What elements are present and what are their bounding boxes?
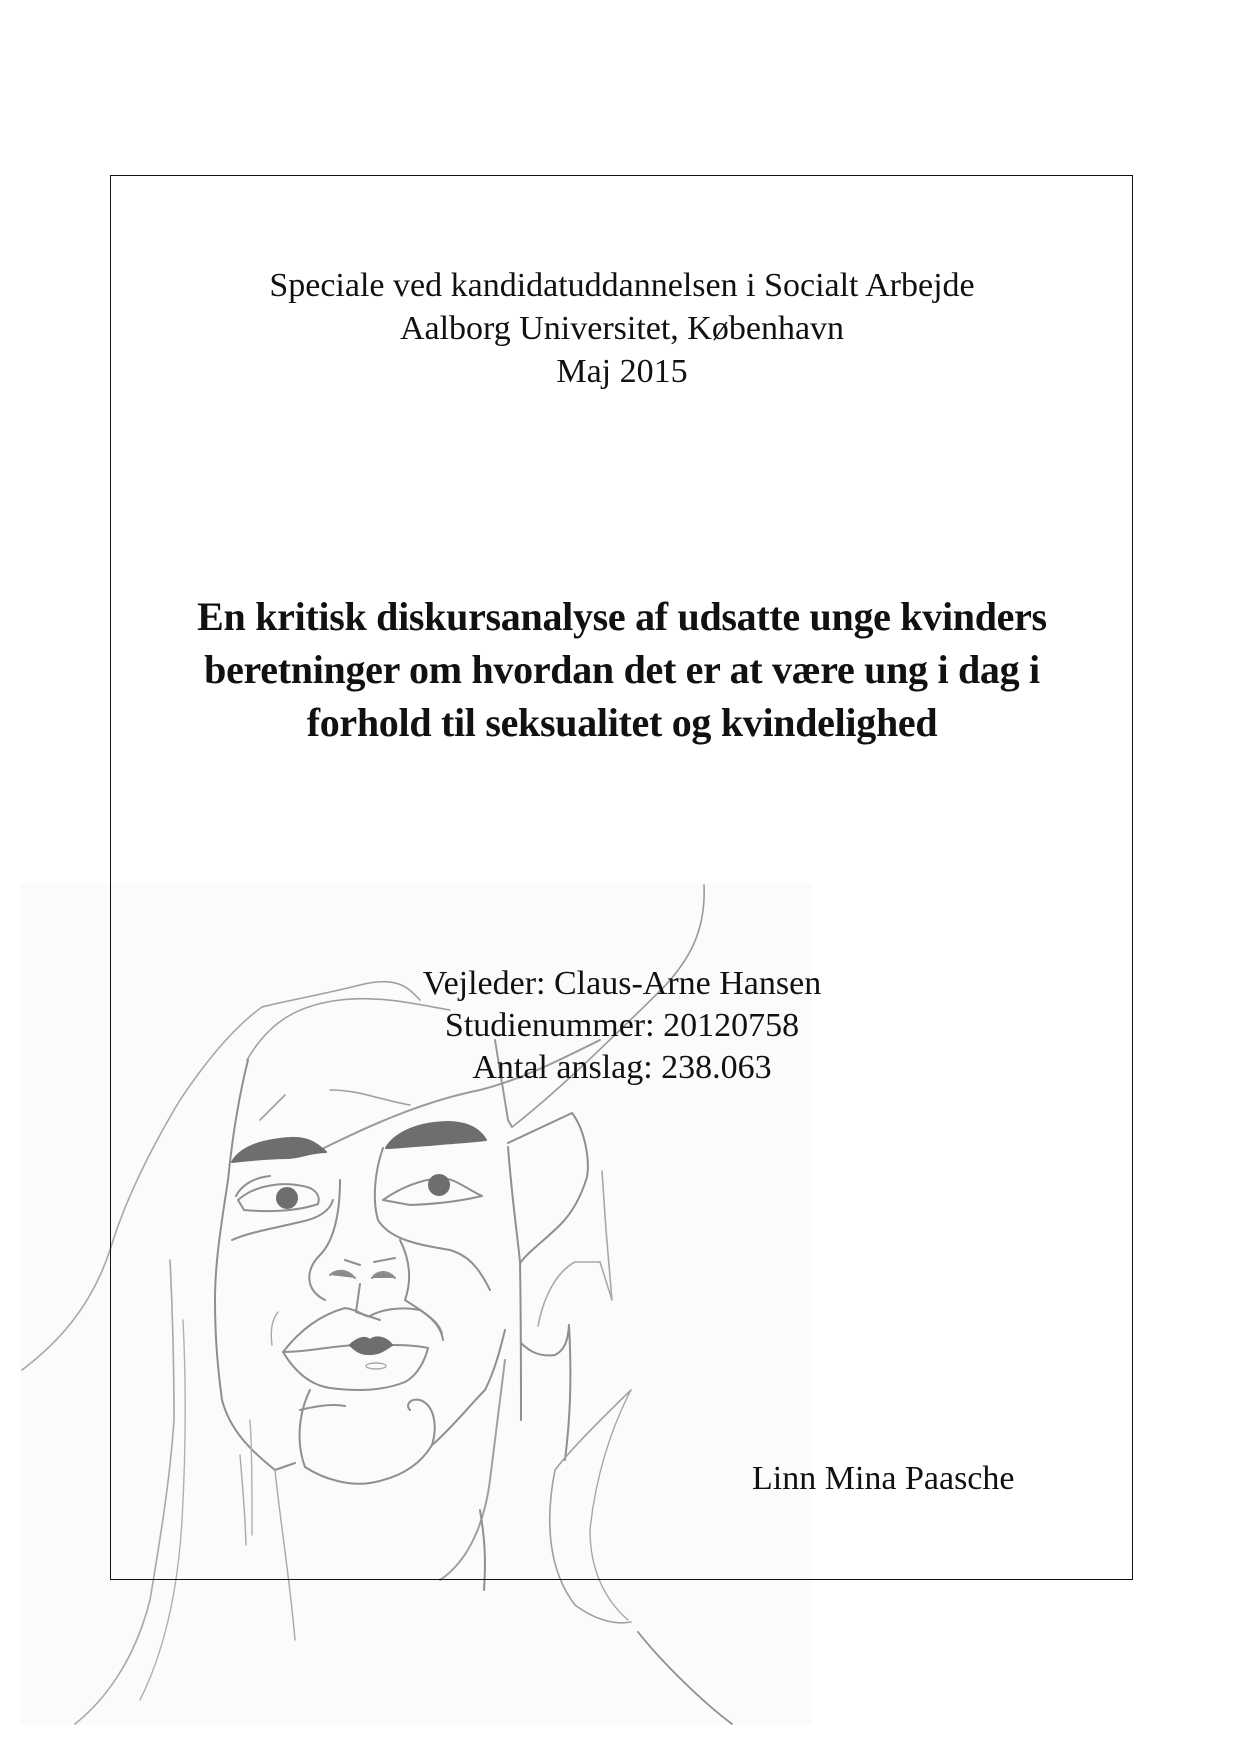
title-line-1: En kritisk diskursanalyse af udsatte unge kvinders: [197, 594, 1047, 639]
thesis-title: [110, 590, 1134, 749]
institution-name: Aalborg Universitet, København: [399, 310, 845, 347]
title-line-2: beretninger om hvordan det er at være ung i dag i: [204, 647, 1040, 692]
cover-header: [110, 264, 1134, 393]
thesis-meta: [110, 963, 1134, 1089]
character-count: Antal anslag: 238.063: [472, 1049, 772, 1086]
submission-date: Maj 2015: [556, 353, 688, 390]
title-line-3: forhold til seksualitet og kvindelighed: [306, 700, 938, 745]
program-name: Speciale ved kandidatuddannelsen i Socialt Arbejde: [269, 267, 975, 304]
student-number: Studienummer: 20120758: [444, 1007, 800, 1044]
author-name: Linn Mina Paasche: [752, 1460, 1015, 1497]
supervisor: Vejleder: Claus-Arne Hansen: [422, 965, 822, 1002]
